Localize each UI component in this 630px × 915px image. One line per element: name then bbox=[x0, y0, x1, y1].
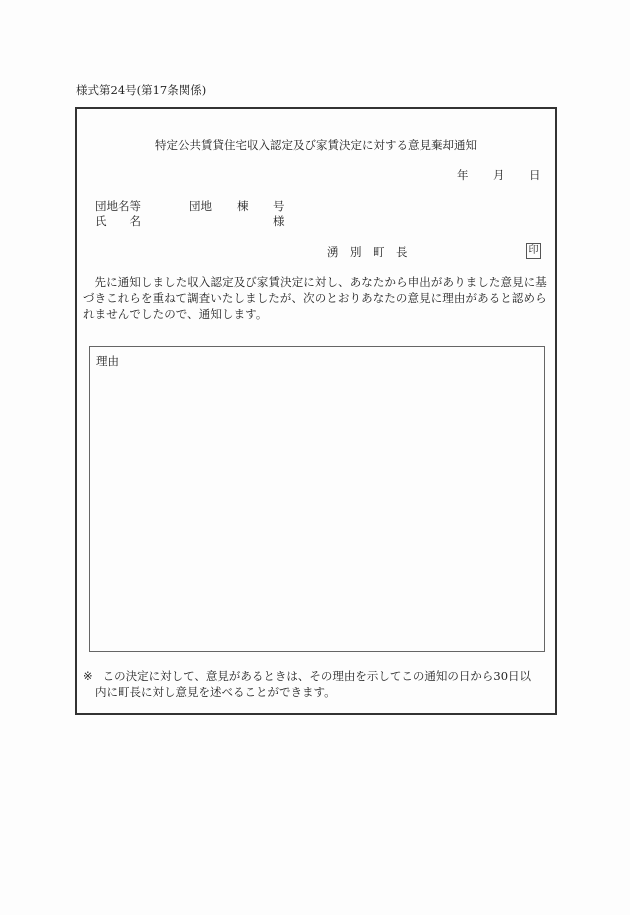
notice-form bbox=[75, 107, 557, 715]
note-line-1: この決定に対して、意見があるときは、その理由を示してこの通知の日から30日以 bbox=[102, 669, 532, 683]
complex-name-label: 団地名等 bbox=[95, 199, 141, 213]
form-number-label: 様式第24号(第17条関係) bbox=[76, 83, 207, 97]
note-line-2: 内に町長に対し意見を述べることができます。 bbox=[95, 685, 336, 699]
date-day-label: 日 bbox=[529, 168, 541, 182]
date-year-label: 年 bbox=[457, 168, 469, 182]
document-title: 特定公共賃貸住宅収入認定及び家賃決定に対する意見棄却通知 bbox=[155, 138, 477, 152]
recipient-name-label: 氏 名 bbox=[95, 214, 141, 228]
appeal-note bbox=[83, 668, 553, 700]
date-month-label: 月 bbox=[493, 168, 505, 182]
reason-field[interactable] bbox=[89, 346, 545, 652]
building-unit-label: 棟 bbox=[237, 199, 249, 213]
reason-label: 理由 bbox=[96, 354, 119, 368]
note-mark: ※ bbox=[83, 669, 93, 683]
complex-unit-label: 団地 bbox=[189, 199, 212, 213]
number-unit-label: 号 bbox=[273, 199, 285, 213]
notice-body-text: 先に通知しました収入認定及び家賃決定に対し、あなたから申出がありました意見に基づきこれらを重ねて調査いたしましたが、次のとおりあなたの意見に理由があると認められませんでしたので、通知します。 bbox=[83, 275, 547, 321]
seal-icon: 印 bbox=[526, 243, 541, 259]
honorific-label: 様 bbox=[273, 214, 285, 228]
issuer-name: 湧 別 町 長 bbox=[327, 245, 408, 259]
